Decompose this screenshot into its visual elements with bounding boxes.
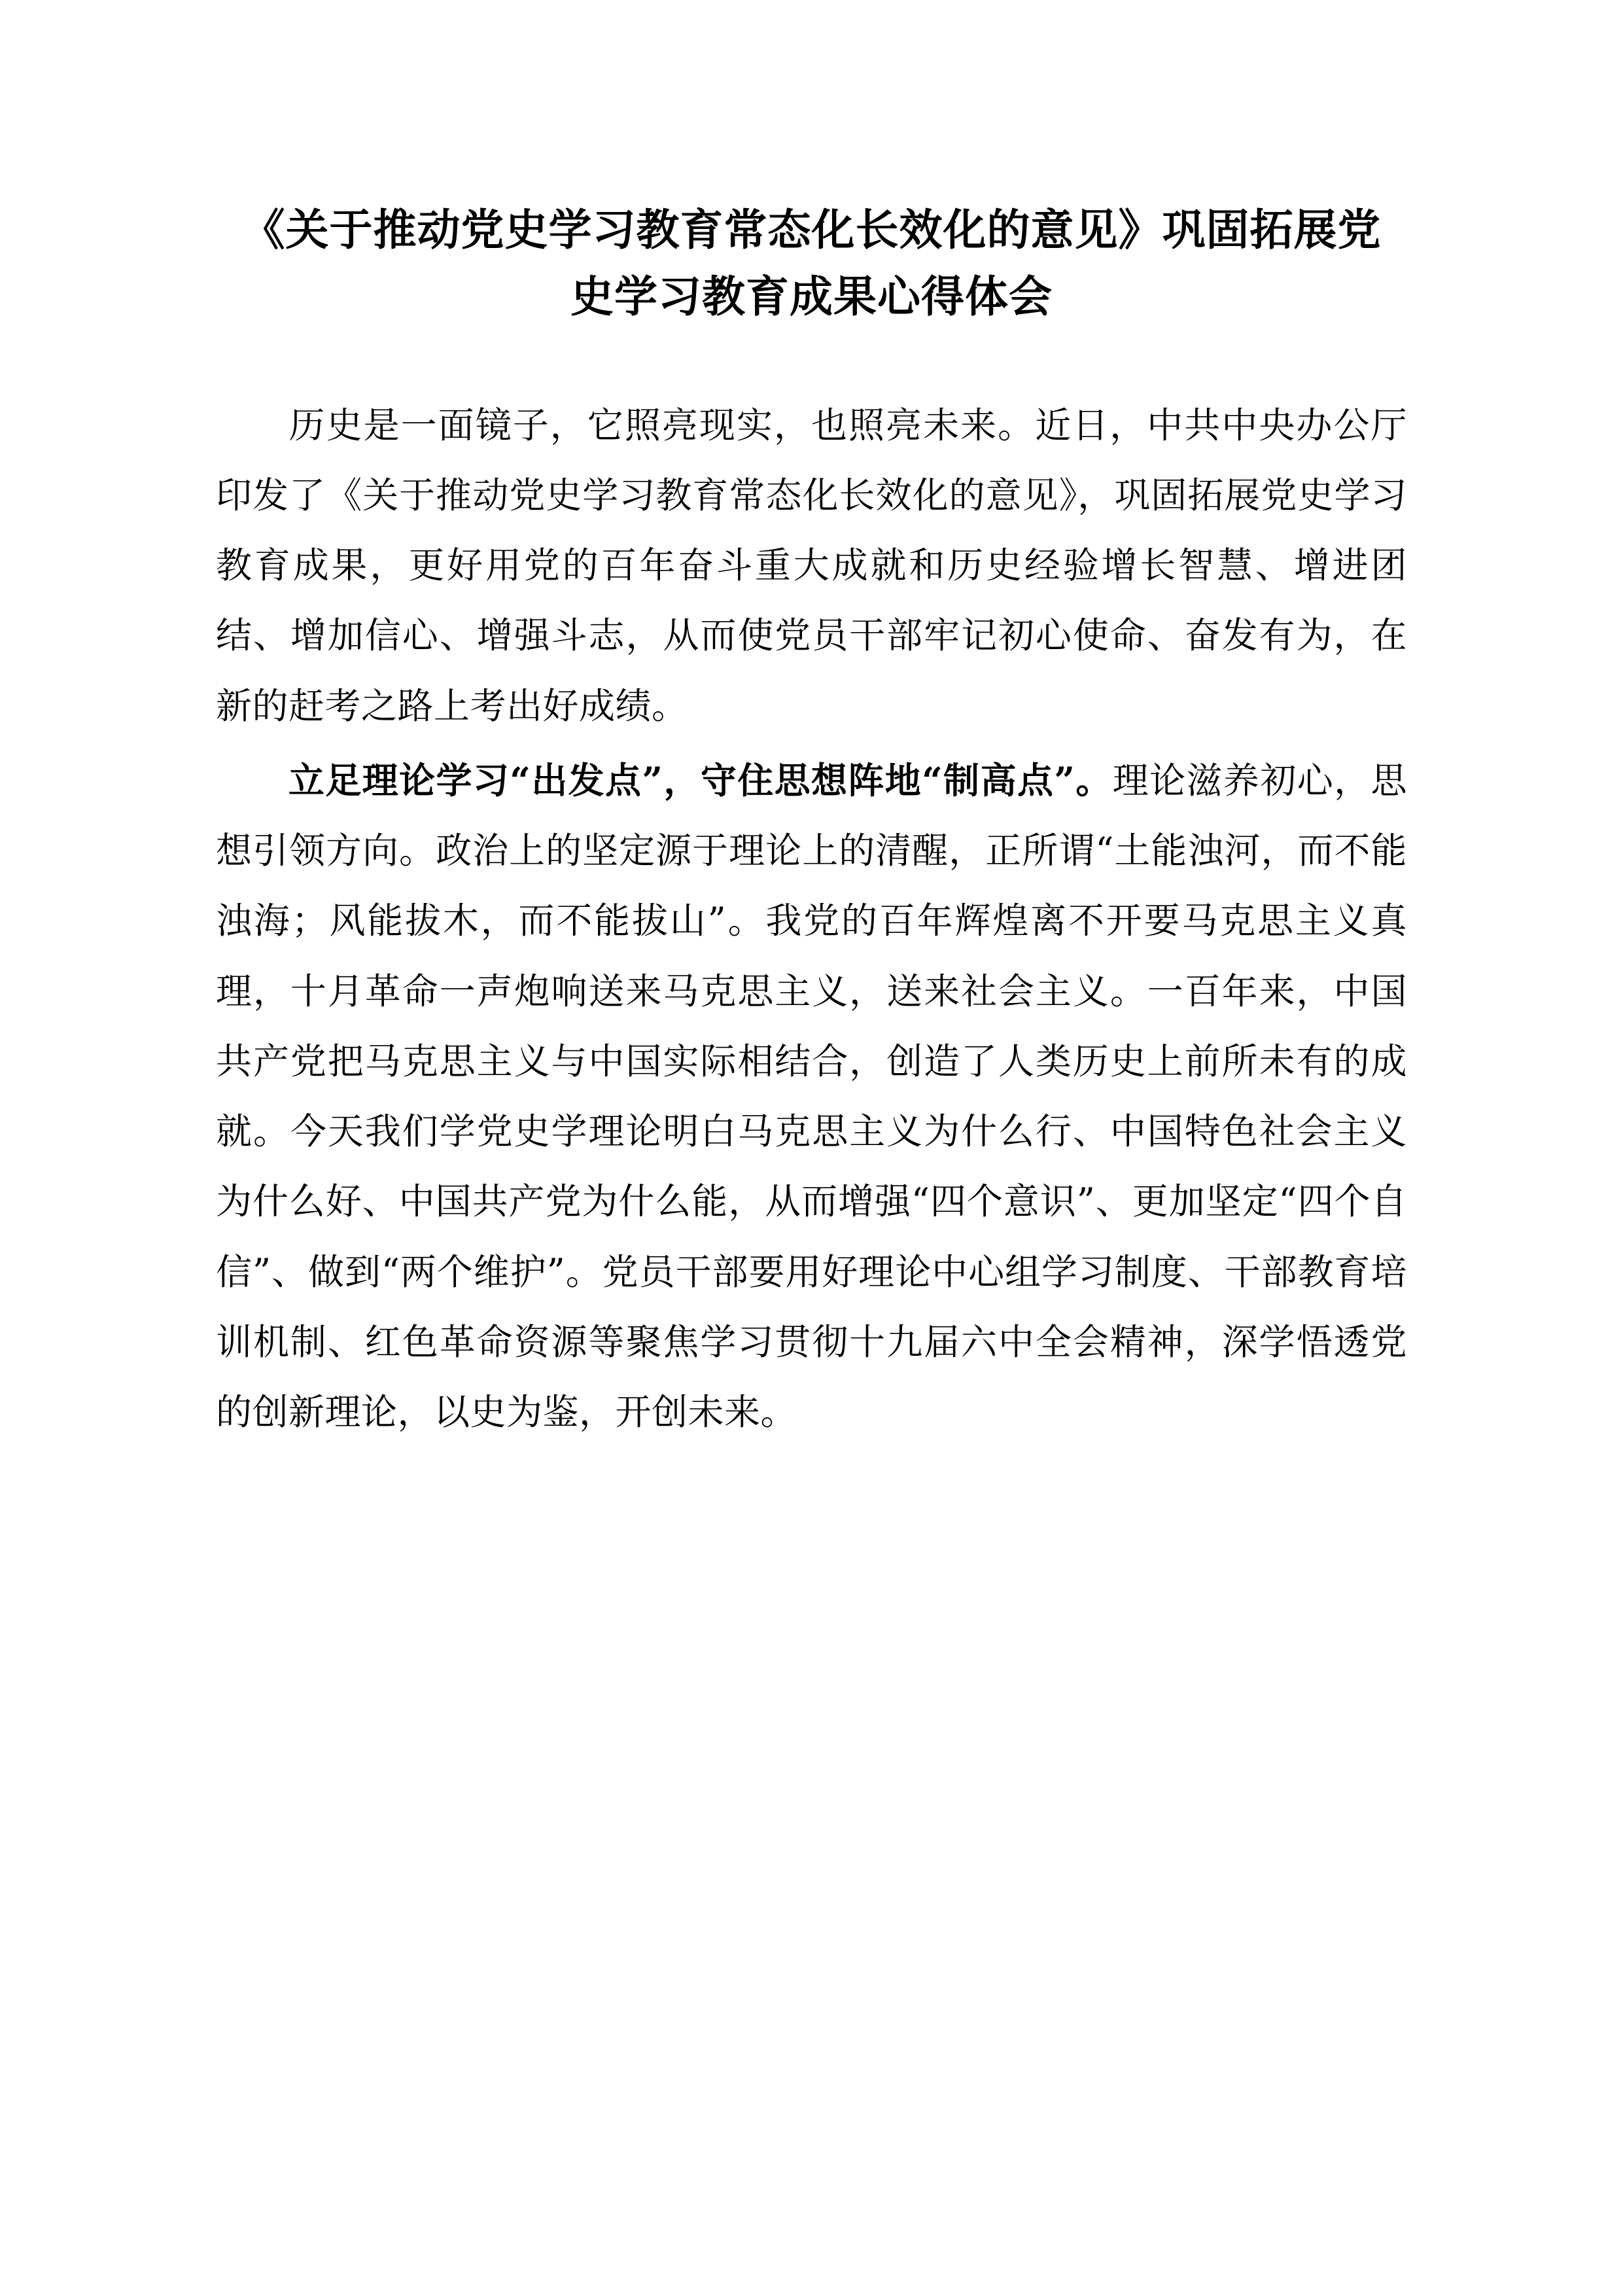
paragraph-2-text: 理论滋养初心，思想引领方向。政治上的坚定源于理论上的清醒，正所谓“土能浊河，而不能浊海；风能拔木，而不能拔山”。我党的百年辉煌离不开要马克思主义真理，十月革命一声炮响送来马克思主义，送来社会主义。一百年来，中国共产党把马克思主义与中国实际相结合，创造了人类历史上前所未有的成就。今天我们学党史学理论明白马克思主义为什么行、中国特色社会主义为什么好、中国共产党为什么能，从而增强“四个意识”、更加坚定“四个自信”、做到“两个维护”。党员干部要用好理论中心组学习制度、干部教育培训机制、红色革命资源等聚焦学习贯彻十九届六中全会精神，深学悟透党的创新理论，以史为鉴，开创未来。 [216, 759, 1407, 1434]
page-title: 《关于推动党史学习教育常态化长效化的意见》巩固拓展党史学习教育成果心得体会 [241, 204, 1382, 323]
paragraph-2-lead: 立足理论学习“出发点”，守住思想阵地“制高点”。 [288, 758, 1113, 802]
paragraph-1-text: 历史是一面镜子，它照亮现实，也照亮未来。近日，中共中央办公厅印发了《关于推动党史学习教育常态化长效化的意见》，巩固拓展党史学习教育成果，更好用党的百年奋斗重大成就和历史经验增长智慧、增进团结、增加信心、增强斗志，从而使党员干部牢记初心使命、奋发有为，在新的赶考之路上考出好成绩。 [216, 404, 1407, 727]
paragraph-1 [216, 391, 1407, 741]
paragraph-2 [216, 745, 1407, 1448]
